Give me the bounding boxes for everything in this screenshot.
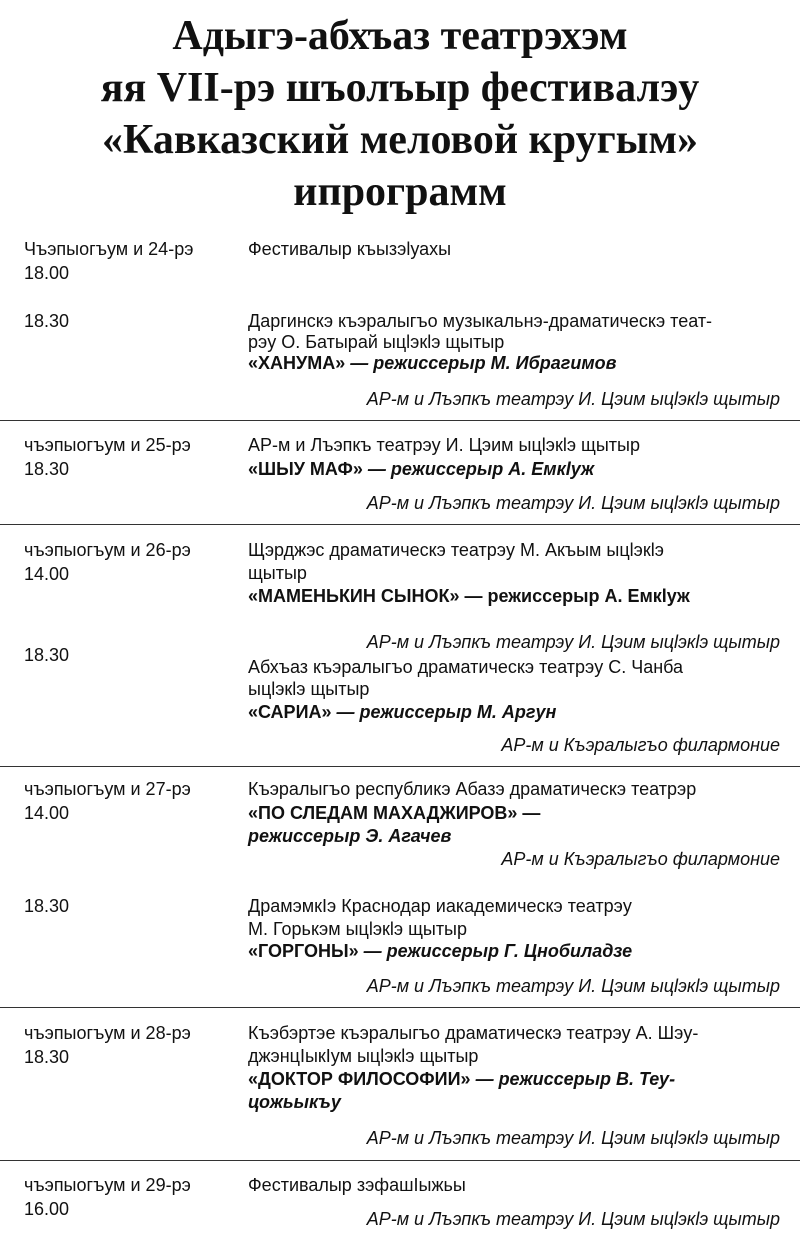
event-venue: АР-м и Къэралыгъо филармоние: [501, 735, 780, 755]
event-description: ДрамэмкIэ Краснодар иакадемическэ театрэу: [248, 896, 632, 916]
event-description: Щэрджэс драматическэ театрэу М. Акъым ыцlэкlэ: [248, 540, 664, 560]
event-description: Фестивалыр зэфашIыжьы: [248, 1175, 466, 1195]
title-line-4: ипрограмм: [293, 169, 507, 215]
play-director: — режиссерыр А. Емкlуж: [362, 459, 595, 479]
event-play: [248, 585, 690, 607]
section-divider: [0, 420, 800, 421]
event-description: щытыр: [248, 563, 307, 583]
title-line-2: яя VII-рэ шъолъыр фестивалэу: [100, 65, 700, 111]
event-venue: АР-м и Лъэпкъ театрэу И. Цэим ыцlэкlэ щытыр: [366, 389, 780, 409]
play-title: «ПО СЛЕДАМ МАХАДЖИРОВ» —: [248, 803, 541, 823]
event-venue: АР-м и Лъэпкъ театрэу И. Цэим ыцlэкlэ щытыр: [366, 1128, 780, 1148]
play-title: «ДОКТОР ФИЛОСОФИИ»: [248, 1069, 471, 1089]
title-line-3: «Кавказский меловой кругым»: [101, 117, 699, 163]
day-date: чъэпыогъум и 29-рэ: [24, 1175, 191, 1195]
event-description: Фестивалыр къызэlуахы: [248, 239, 452, 259]
play-director: режиссерыр Э. Агачев: [248, 826, 452, 846]
event-venue: АР-м и Къэралыгъо филармоние: [501, 849, 780, 869]
event-description: Къэбэртэе къэралыгъо драматическэ театрэу А. Шэу-: [248, 1023, 699, 1043]
play-title: «САРИА»: [248, 702, 332, 722]
event-time: 18.30: [24, 645, 70, 665]
event-time: 18.30: [24, 1047, 70, 1067]
event-description: М. Горькэм ыцlэкlэ щытыр: [248, 919, 468, 939]
event-play: [248, 1068, 675, 1090]
play-title: «ХАНУМА»: [248, 353, 346, 373]
event-description: АР-м и Лъэпкъ театрэу И. Цэим ыцlэкlэ щытыр: [248, 435, 640, 455]
play-director: — режиссерыр М. Аргун: [331, 702, 557, 722]
day-date: чъэпыогъум и 27-рэ: [24, 779, 191, 799]
page-title: [0, 10, 800, 218]
event-play: [248, 352, 617, 374]
play-title: «ШЫУ МАФ»: [248, 459, 363, 479]
section-divider: [0, 1007, 800, 1008]
event-time: 18.30: [24, 311, 70, 331]
title-line-1: Адыгэ-абхъаз театрэхэм: [172, 13, 628, 59]
event-description: джэнцIыкIум ыцlэкlэ щытыр: [248, 1046, 479, 1066]
section-divider: [0, 766, 800, 767]
event-description: ыцlэкlэ щытыр: [248, 679, 370, 699]
event-description: Абхъаз къэралыгъо драматическэ театрэу С. Чанба: [248, 657, 684, 677]
event-time: 18.30: [24, 896, 70, 916]
event-time: 14.00: [24, 564, 70, 584]
play-director: — режиссерыр Г. Цнобиладзе: [358, 941, 633, 961]
event-description: Даргинскэ къэралыгъо музыкальнэ-драматическэ теат-: [248, 311, 713, 331]
event-venue: АР-м и Лъэпкъ театрэу И. Цэим ыцlэкlэ щытыр: [366, 1209, 780, 1229]
event-description: рэу О. Батырай ыцlэкlэ щытыр: [248, 332, 505, 352]
event-description: Къэралыгъо республикэ Абазэ драматическэ театрэр: [248, 779, 697, 799]
day-date: чъэпыогъум и 25-рэ: [24, 435, 191, 455]
event-time: 18.30: [24, 459, 70, 479]
play-director: — режиссерыр В. Теу-: [470, 1069, 676, 1089]
section-divider: [0, 524, 800, 525]
event-time: 14.00: [24, 803, 70, 823]
event-venue: АР-м и Лъэпкъ театрэу И. Цэим ыцlэкlэ щытыр: [366, 493, 780, 513]
play-director: — режиссерыр М. Ибрагимов: [345, 353, 617, 373]
day-date: чъэпыогъум и 28-рэ: [24, 1023, 191, 1043]
play-director: цожьыкъу: [248, 1092, 341, 1112]
event-time: 16.00: [24, 1199, 70, 1219]
event-venue: АР-м и Лъэпкъ театрэу И. Цэим ыцlэкlэ щытыр: [366, 976, 780, 996]
event-play: [248, 701, 556, 723]
play-title: «МАМЕНЬКИН СЫНОК»: [248, 586, 460, 606]
section-divider: [0, 1160, 800, 1161]
day-date: Чъэпыогъум и 24-рэ: [24, 239, 194, 259]
event-play: [248, 458, 594, 480]
day-date: чъэпыогъум и 26-рэ: [24, 540, 191, 560]
event-venue: АР-м и Лъэпкъ театрэу И. Цэим ыцlэкlэ щытыр: [366, 632, 780, 652]
play-director: — режиссерыр А. Емкlуж: [459, 586, 690, 606]
event-play: [248, 940, 632, 962]
play-title: «ГОРГОНЫ»: [248, 941, 359, 961]
event-time: 18.00: [24, 263, 70, 283]
